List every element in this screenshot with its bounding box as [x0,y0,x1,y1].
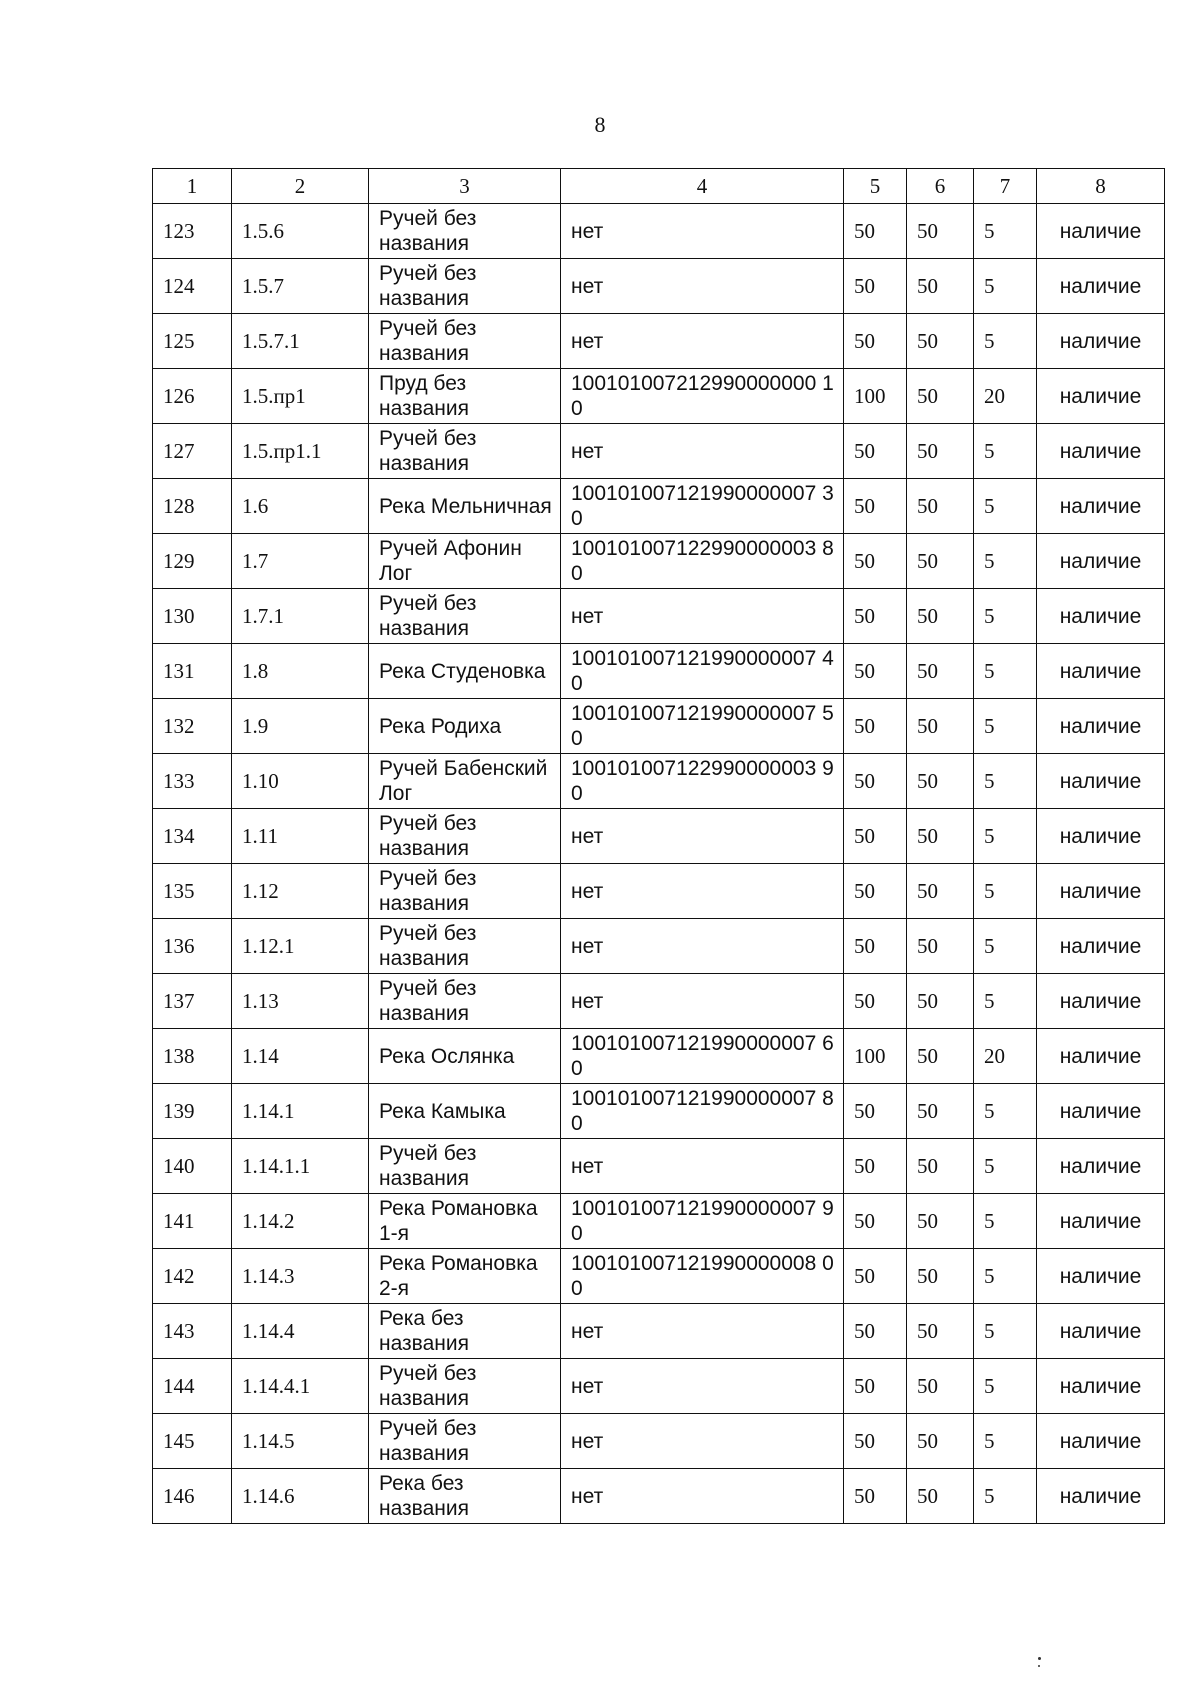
cell-value-5: 50 [844,314,907,369]
cell-value-7: 5 [974,314,1037,369]
table-row [153,1469,1165,1524]
cell-value-6: 50 [907,699,974,754]
cell-value-6: 50 [907,424,974,479]
cell-object-name: Река Студеновка [369,644,561,699]
cell-row-number: 125 [153,314,232,369]
cell-value-5: 50 [844,1359,907,1414]
cell-row-number: 143 [153,1304,232,1359]
cell-registry-code: нет [561,809,844,864]
cell-code: 1.14 [232,1029,369,1084]
cell-registry-code: нет [561,259,844,314]
cell-code: 1.5.пр1.1 [232,424,369,479]
table-row [153,204,1165,259]
cell-value-6: 50 [907,259,974,314]
cell-value-6: 50 [907,1414,974,1469]
cell-registry-code: нет [561,1469,844,1524]
cell-value-6: 50 [907,314,974,369]
cell-value-5: 50 [844,479,907,534]
cell-status: наличие [1037,1359,1165,1414]
cell-value-6: 50 [907,1084,974,1139]
cell-row-number: 146 [153,1469,232,1524]
column-header-5: 5 [844,169,907,204]
cell-value-7: 5 [974,259,1037,314]
table-row [153,699,1165,754]
cell-value-7: 5 [974,809,1037,864]
cell-status: наличие [1037,699,1165,754]
cell-value-7: 5 [974,644,1037,699]
cell-registry-code: нет [561,1304,844,1359]
cell-row-number: 133 [153,754,232,809]
cell-status: наличие [1037,589,1165,644]
cell-row-number: 126 [153,369,232,424]
cell-row-number: 124 [153,259,232,314]
cell-registry-code: 100101007121990000007 30 [561,479,844,534]
cell-value-6: 50 [907,1139,974,1194]
cell-value-6: 50 [907,479,974,534]
cell-registry-code: 100101007121990000007 40 [561,644,844,699]
cell-code: 1.5.7.1 [232,314,369,369]
column-header-1: 1 [153,169,232,204]
table-row [153,479,1165,534]
cell-value-7: 5 [974,424,1037,479]
cell-value-6: 50 [907,369,974,424]
cell-status: наличие [1037,259,1165,314]
table-row [153,1194,1165,1249]
cell-registry-code: нет [561,314,844,369]
cell-value-5: 50 [844,1304,907,1359]
cell-object-name: Река без названия [369,1469,561,1524]
cell-value-6: 50 [907,1194,974,1249]
cell-value-7: 5 [974,974,1037,1029]
cell-code: 1.8 [232,644,369,699]
cell-value-7: 5 [974,479,1037,534]
cell-registry-code: нет [561,424,844,479]
table-header-row [153,169,1165,204]
cell-value-7: 5 [974,1359,1037,1414]
cell-code: 1.6 [232,479,369,534]
cell-object-name: Ручей без названия [369,314,561,369]
cell-status: наличие [1037,809,1165,864]
table-row [153,1139,1165,1194]
cell-value-6: 50 [907,864,974,919]
cell-object-name: Река Романовка 1-я [369,1194,561,1249]
cell-object-name: Ручей без названия [369,204,561,259]
cell-object-name: Река Родиха [369,699,561,754]
cell-row-number: 140 [153,1139,232,1194]
cell-object-name: Ручей без названия [369,919,561,974]
cell-status: наличие [1037,1414,1165,1469]
cell-value-6: 50 [907,809,974,864]
table-row [153,1359,1165,1414]
cell-status: наличие [1037,754,1165,809]
cell-value-6: 50 [907,1029,974,1084]
cell-code: 1.14.3 [232,1249,369,1304]
cell-registry-code: нет [561,864,844,919]
cell-value-7: 5 [974,1194,1037,1249]
cell-registry-code: нет [561,919,844,974]
cell-row-number: 127 [153,424,232,479]
table-row [153,919,1165,974]
cell-value-7: 5 [974,1469,1037,1524]
cell-status: наличие [1037,479,1165,534]
cell-row-number: 138 [153,1029,232,1084]
table-row [153,369,1165,424]
cell-code: 1.12.1 [232,919,369,974]
cell-registry-code: 100101007122990000003 80 [561,534,844,589]
cell-value-6: 50 [907,204,974,259]
cell-value-5: 50 [844,754,907,809]
cell-value-7: 5 [974,754,1037,809]
cell-row-number: 123 [153,204,232,259]
cell-row-number: 145 [153,1414,232,1469]
cell-object-name: Река без названия [369,1304,561,1359]
cell-code: 1.13 [232,974,369,1029]
cell-value-7: 5 [974,919,1037,974]
cell-row-number: 129 [153,534,232,589]
table-row [153,1029,1165,1084]
cell-object-name: Ручей без названия [369,1414,561,1469]
cell-status: наличие [1037,1084,1165,1139]
cell-code: 1.9 [232,699,369,754]
cell-object-name: Ручей без названия [369,974,561,1029]
cell-value-7: 5 [974,699,1037,754]
cell-value-6: 50 [907,1249,974,1304]
page-number: 8 [594,112,606,137]
cell-registry-code: нет [561,974,844,1029]
table-row [153,864,1165,919]
column-header-4: 4 [561,169,844,204]
cell-object-name: Река Романовка 2-я [369,1249,561,1304]
cell-code: 1.14.5 [232,1414,369,1469]
cell-registry-code: 100101007122990000003 90 [561,754,844,809]
cell-value-7: 5 [974,864,1037,919]
cell-code: 1.14.6 [232,1469,369,1524]
cell-row-number: 144 [153,1359,232,1414]
cell-row-number: 137 [153,974,232,1029]
cell-row-number: 130 [153,589,232,644]
cell-value-5: 100 [844,369,907,424]
cell-code: 1.7 [232,534,369,589]
cell-value-6: 50 [907,919,974,974]
cell-registry-code: 100101007212990000000 10 [561,369,844,424]
column-header-7: 7 [974,169,1037,204]
cell-object-name: Ручей Бабенский Лог [369,754,561,809]
cell-row-number: 136 [153,919,232,974]
cell-value-5: 50 [844,699,907,754]
cell-value-5: 50 [844,644,907,699]
cell-row-number: 139 [153,1084,232,1139]
cell-object-name: Ручей без названия [369,1359,561,1414]
cell-object-name: Река Ослянка [369,1029,561,1084]
cell-registry-code: нет [561,1139,844,1194]
table-row [153,534,1165,589]
cell-status: наличие [1037,974,1165,1029]
cell-object-name: Пруд без названия [369,369,561,424]
cell-registry-code: нет [561,204,844,259]
cell-object-name: Ручей без названия [369,424,561,479]
cell-row-number: 134 [153,809,232,864]
cell-value-6: 50 [907,644,974,699]
table-row [153,1304,1165,1359]
cell-status: наличие [1037,1029,1165,1084]
cell-status: наличие [1037,424,1165,479]
cell-value-5: 50 [844,974,907,1029]
cell-row-number: 131 [153,644,232,699]
table-row [153,644,1165,699]
cell-value-6: 50 [907,1469,974,1524]
cell-status: наличие [1037,1469,1165,1524]
column-header-8: 8 [1037,169,1165,204]
cell-status: наличие [1037,314,1165,369]
cell-value-5: 50 [844,204,907,259]
cell-status: наличие [1037,369,1165,424]
cell-status: наличие [1037,204,1165,259]
cell-value-7: 5 [974,1249,1037,1304]
column-header-6: 6 [907,169,974,204]
cell-value-7: 5 [974,1084,1037,1139]
cell-status: наличие [1037,1194,1165,1249]
cell-status: наличие [1037,919,1165,974]
cell-registry-code: 100101007121990000007 50 [561,699,844,754]
cell-value-7: 5 [974,1414,1037,1469]
cell-status: наличие [1037,1249,1165,1304]
cell-object-name: Ручей Афонин Лог [369,534,561,589]
cell-value-5: 50 [844,1194,907,1249]
table-row [153,754,1165,809]
scan-speck [1038,1665,1040,1667]
cell-status: наличие [1037,644,1165,699]
table-row [153,424,1165,479]
cell-value-5: 50 [844,919,907,974]
cell-row-number: 132 [153,699,232,754]
cell-value-5: 50 [844,864,907,919]
cell-code: 1.5.пр1 [232,369,369,424]
cell-registry-code: нет [561,1414,844,1469]
cell-status: наличие [1037,1304,1165,1359]
cell-code: 1.10 [232,754,369,809]
cell-value-6: 50 [907,1304,974,1359]
table-body [153,169,1165,1524]
cell-row-number: 141 [153,1194,232,1249]
cell-status: наличие [1037,1139,1165,1194]
cell-value-5: 50 [844,259,907,314]
cell-value-5: 50 [844,589,907,644]
cell-value-7: 20 [974,369,1037,424]
cell-value-5: 50 [844,534,907,589]
cell-value-5: 50 [844,1249,907,1304]
cell-code: 1.14.4 [232,1304,369,1359]
cell-value-6: 50 [907,974,974,1029]
column-header-2: 2 [232,169,369,204]
cell-code: 1.11 [232,809,369,864]
column-header-3: 3 [369,169,561,204]
table-row [153,259,1165,314]
cell-value-7: 5 [974,589,1037,644]
cell-object-name: Ручей без названия [369,589,561,644]
cell-object-name: Ручей без названия [369,259,561,314]
table-row [153,314,1165,369]
table-row [153,974,1165,1029]
cell-registry-code: 100101007121990000007 90 [561,1194,844,1249]
cell-code: 1.5.6 [232,204,369,259]
table-row [153,1084,1165,1139]
cell-code: 1.14.2 [232,1194,369,1249]
table-row [153,1414,1165,1469]
cell-row-number: 128 [153,479,232,534]
cell-object-name: Река Мельничная [369,479,561,534]
cell-status: наличие [1037,534,1165,589]
cell-value-6: 50 [907,589,974,644]
table-row [153,1249,1165,1304]
cell-registry-code: нет [561,1359,844,1414]
scan-speck [1038,1657,1041,1660]
cell-code: 1.7.1 [232,589,369,644]
cell-value-5: 50 [844,424,907,479]
table-row [153,589,1165,644]
cell-row-number: 142 [153,1249,232,1304]
cell-value-7: 5 [974,1304,1037,1359]
cell-value-5: 50 [844,1139,907,1194]
cell-value-6: 50 [907,1359,974,1414]
cell-code: 1.14.1.1 [232,1139,369,1194]
cell-registry-code: 100101007121990000008 00 [561,1249,844,1304]
cell-registry-code: 100101007121990000007 60 [561,1029,844,1084]
cell-code: 1.5.7 [232,259,369,314]
cell-code: 1.12 [232,864,369,919]
cell-value-7: 5 [974,204,1037,259]
cell-value-6: 50 [907,754,974,809]
cell-value-7: 5 [974,1139,1037,1194]
cell-value-5: 50 [844,809,907,864]
cell-code: 1.14.4.1 [232,1359,369,1414]
cell-value-5: 50 [844,1469,907,1524]
cell-status: наличие [1037,864,1165,919]
cell-registry-code: нет [561,589,844,644]
cell-object-name: Ручей без названия [369,1139,561,1194]
cell-object-name: Река Камыка [369,1084,561,1139]
cell-object-name: Ручей без названия [369,809,561,864]
cell-value-5: 50 [844,1084,907,1139]
cell-value-7: 20 [974,1029,1037,1084]
cell-object-name: Ручей без названия [369,864,561,919]
cell-value-5: 100 [844,1029,907,1084]
cell-value-6: 50 [907,534,974,589]
cell-code: 1.14.1 [232,1084,369,1139]
cell-registry-code: 100101007121990000007 80 [561,1084,844,1139]
cell-row-number: 135 [153,864,232,919]
table-row [153,809,1165,864]
water-objects-table [152,168,1165,1524]
cell-value-7: 5 [974,534,1037,589]
cell-value-5: 50 [844,1414,907,1469]
